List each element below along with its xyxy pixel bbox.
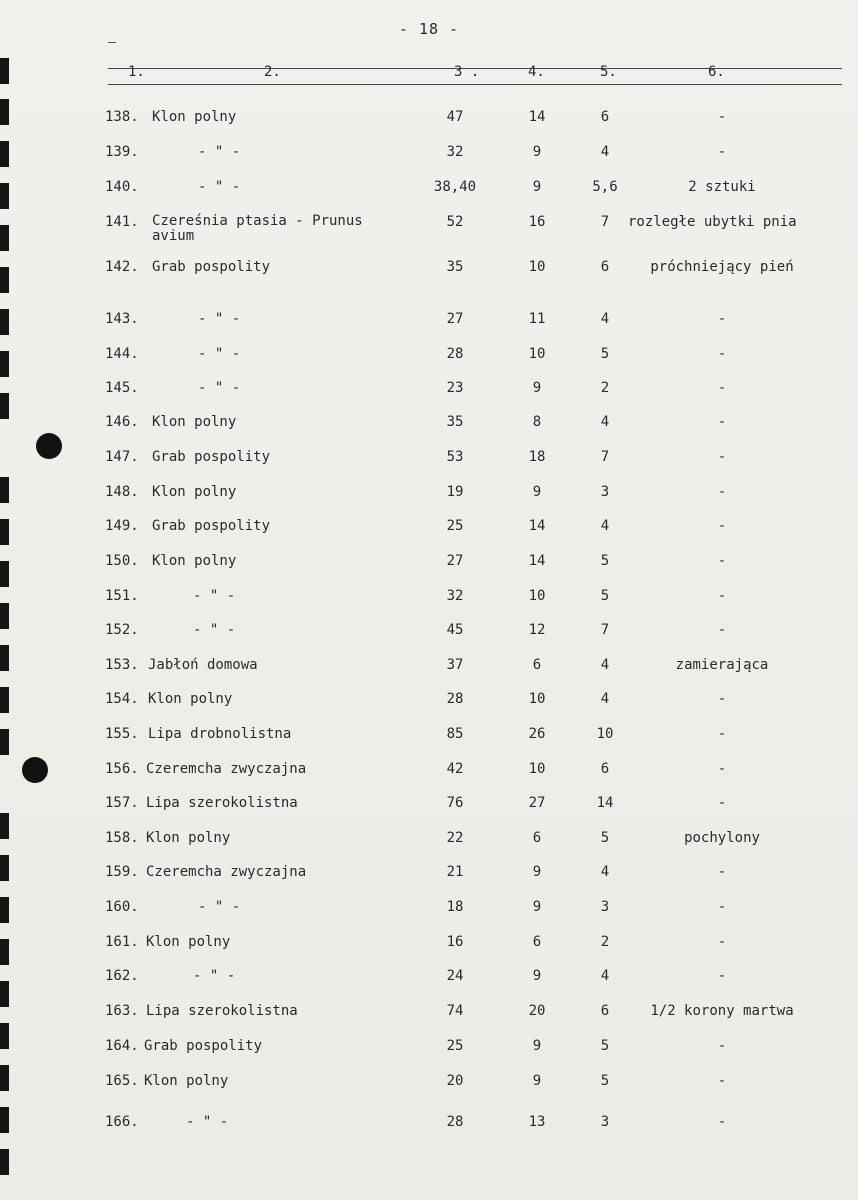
col-4-value: 10 [528,691,546,707]
col-4-value: 9 [532,380,542,396]
binder-mark [0,1149,9,1175]
species-name: - " - [193,588,236,604]
remarks: - [717,934,727,950]
header-rule-bottom [108,84,842,85]
remarks: - [717,795,727,811]
row-number: 145. [105,380,139,396]
table-row [0,761,858,781]
col-5-value: 6 [600,1003,610,1019]
table-row [0,346,858,366]
col-3-value: 25 [446,1038,464,1054]
binder-mark [0,58,9,84]
table-row [0,144,858,164]
col-5-value: 5 [600,553,610,569]
table-row [0,1038,858,1058]
species-name: Lipa drobnolistna [148,726,292,742]
species-name: Grab pospolity [152,259,271,275]
row-number: 155. [105,726,139,742]
col-3-value: 16 [446,934,464,950]
col-5-value: 4 [600,311,610,327]
remarks: - [717,449,727,465]
species-name: Lipa szerokolistna [146,795,298,811]
col-4-value: 13 [528,1114,546,1130]
col-4-value: 9 [532,484,542,500]
row-number: 163. [105,1003,139,1019]
column-header: 1. [128,64,145,80]
col-3-value: 28 [446,346,464,362]
table-row [0,518,858,538]
table-row [0,691,858,711]
remarks: - [717,588,727,604]
col-4-value: 10 [528,346,546,362]
col-3-value: 85 [446,726,464,742]
row-number: 143. [105,311,139,327]
row-number: 166. [105,1114,139,1130]
col-5-value: 4 [600,414,610,430]
col-4-value: 20 [528,1003,546,1019]
column-header: 4. [528,64,545,80]
row-number: 156. [105,761,139,777]
column-header: 5. [600,64,617,80]
table-row [0,259,858,279]
remarks: - [717,864,727,880]
col-5-value: 6 [600,761,610,777]
species-name: - " - [198,346,241,362]
remarks: - [717,380,727,396]
row-number: 157. [105,795,139,811]
table-header [108,64,842,80]
species-name: Grab pospolity [144,1038,263,1054]
remarks: pochylony [684,830,760,846]
col-5-value: 4 [600,691,610,707]
remarks: - [717,1073,727,1089]
col-5-value: 2 [600,934,610,950]
species-name: Klon polny [152,414,237,430]
row-number: 160. [105,899,139,915]
col-3-value: 27 [446,553,464,569]
row-number: 152. [105,622,139,638]
table-row [0,934,858,954]
page-dash [108,42,116,43]
species-name: Czeremcha zwyczajna [146,761,307,777]
col-5-value: 4 [600,864,610,880]
col-4-value: 9 [532,968,542,984]
col-5-value: 6 [600,259,610,275]
remarks: - [717,109,727,125]
col-5-value: 7 [600,449,610,465]
species-name: Klon polny [146,830,231,846]
col-4-value: 9 [532,179,542,195]
species-name: - " - [198,179,241,195]
row-number: 140. [105,179,139,195]
col-3-value: 32 [446,144,464,160]
col-4-value: 16 [528,214,546,230]
table-row [0,553,858,573]
table-row [0,657,858,677]
col-3-value: 28 [446,1114,464,1130]
col-5-value: 3 [600,899,610,915]
col-3-value: 25 [446,518,464,534]
species-name: Jabłoń domowa [148,657,258,673]
species-name: Grab pospolity [152,449,271,465]
remarks: rozległe ubytki pnia [628,214,797,230]
col-5-value: 10 [596,726,614,742]
row-number: 158. [105,830,139,846]
species-name: - " - [198,899,241,915]
remarks: - [717,311,727,327]
table-row [0,1073,858,1093]
col-5-value: 7 [600,214,610,230]
col-4-value: 11 [528,311,546,327]
col-3-value: 23 [446,380,464,396]
remarks: - [717,484,727,500]
col-5-value: 5 [600,588,610,604]
col-3-value: 47 [446,109,464,125]
row-number: 150. [105,553,139,569]
col-3-value: 21 [446,864,464,880]
row-number: 162. [105,968,139,984]
remarks: - [717,968,727,984]
row-number: 147. [105,449,139,465]
col-4-value: 9 [532,1073,542,1089]
col-4-value: 10 [528,761,546,777]
col-3-value: 24 [446,968,464,984]
col-4-value: 6 [532,830,542,846]
col-3-value: 19 [446,484,464,500]
table-row [0,622,858,642]
remarks: - [717,622,727,638]
col-5-value: 2 [600,380,610,396]
row-number: 161. [105,934,139,950]
col-4-value: 26 [528,726,546,742]
col-5-value: 5 [600,830,610,846]
table-row [0,311,858,331]
remarks: - [717,761,727,777]
species-name: Klon polny [144,1073,229,1089]
row-number: 148. [105,484,139,500]
species-name: Klon polny [148,691,233,707]
table-row [0,795,858,815]
species-name: - " - [198,311,241,327]
col-5-value: 14 [596,795,614,811]
species-name: Klon polny [152,484,237,500]
col-3-value: 22 [446,830,464,846]
table-row [0,214,858,248]
col-5-value: 7 [600,622,610,638]
remarks: próchniejący pień [650,259,794,275]
remarks: - [717,691,727,707]
table-row [0,179,858,199]
column-header: 3 . [454,64,480,80]
table-row [0,380,858,400]
col-3-value: 74 [446,1003,464,1019]
column-header: 2. [264,64,281,80]
table-row [0,1114,858,1134]
col-3-value: 38,40 [433,179,477,195]
col-5-value: 5 [600,1073,610,1089]
col-4-value: 14 [528,109,546,125]
remarks: - [717,144,727,160]
remarks: - [717,346,727,362]
remarks: 2 sztuki [688,179,756,195]
col-4-value: 27 [528,795,546,811]
row-number: 154. [105,691,139,707]
table-row [0,830,858,850]
col-5-value: 4 [600,968,610,984]
col-3-value: 20 [446,1073,464,1089]
col-3-value: 35 [446,259,464,275]
col-3-value: 45 [446,622,464,638]
row-number: 141. [105,214,139,230]
col-5-value: 5 [600,346,610,362]
species-name: Klon polny [146,934,231,950]
col-3-value: 76 [446,795,464,811]
col-3-value: 52 [446,214,464,230]
row-number: 151. [105,588,139,604]
remarks: - [717,553,727,569]
row-number: 149. [105,518,139,534]
table-row [0,414,858,434]
table-row [0,968,858,988]
species-name: - " - [186,1114,229,1130]
row-number: 165. [105,1073,139,1089]
col-3-value: 35 [446,414,464,430]
column-header: 6. [708,64,725,80]
col-5-value: 5,6 [592,179,618,195]
table-row [0,899,858,919]
col-3-value: 32 [446,588,464,604]
col-4-value: 9 [532,144,542,160]
species-name: Czereśnia ptasia - Prunus avium [152,213,363,244]
row-number: 139. [105,144,139,160]
col-5-value: 5 [600,1038,610,1054]
table-row [0,1003,858,1023]
species-name: - " - [193,968,236,984]
table-row [0,726,858,746]
table-row [0,109,858,129]
table-row [0,588,858,608]
species-name: Klon polny [152,109,237,125]
remarks: - [717,1038,727,1054]
row-number: 138. [105,109,139,125]
species-name: Czeremcha zwyczajna [146,864,307,880]
col-5-value: 4 [600,657,610,673]
col-4-value: 10 [528,259,546,275]
col-4-value: 9 [532,1038,542,1054]
col-5-value: 6 [600,109,610,125]
table-row [0,864,858,884]
table-row [0,484,858,504]
remarks: - [717,726,727,742]
remarks: - [717,518,727,534]
col-4-value: 6 [532,934,542,950]
col-4-value: 14 [528,553,546,569]
col-5-value: 3 [600,484,610,500]
col-4-value: 9 [532,899,542,915]
col-3-value: 18 [446,899,464,915]
remarks: - [717,414,727,430]
remarks: - [717,899,727,915]
species-name: Klon polny [152,553,237,569]
remarks: 1/2 korony martwa [650,1003,794,1019]
row-number: 144. [105,346,139,362]
col-3-value: 53 [446,449,464,465]
remarks: zamierająca [675,657,769,673]
row-number: 159. [105,864,139,880]
table-row [0,449,858,469]
col-5-value: 3 [600,1114,610,1130]
col-4-value: 10 [528,588,546,604]
col-4-value: 18 [528,449,546,465]
col-4-value: 14 [528,518,546,534]
species-name: - " - [198,380,241,396]
col-3-value: 42 [446,761,464,777]
page-number: - 18 - [398,20,460,38]
row-number: 153. [105,657,139,673]
species-name: Lipa szerokolistna [146,1003,298,1019]
col-3-value: 37 [446,657,464,673]
remarks: - [717,1114,727,1130]
species-name: - " - [193,622,236,638]
col-4-value: 6 [532,657,542,673]
species-name: Grab pospolity [152,518,271,534]
col-5-value: 4 [600,144,610,160]
col-4-value: 12 [528,622,546,638]
col-3-value: 27 [446,311,464,327]
row-number: 142. [105,259,139,275]
row-number: 164. [105,1038,139,1054]
col-3-value: 28 [446,691,464,707]
col-4-value: 9 [532,864,542,880]
row-number: 146. [105,414,139,430]
species-name: - " - [198,144,241,160]
col-5-value: 4 [600,518,610,534]
col-4-value: 8 [532,414,542,430]
